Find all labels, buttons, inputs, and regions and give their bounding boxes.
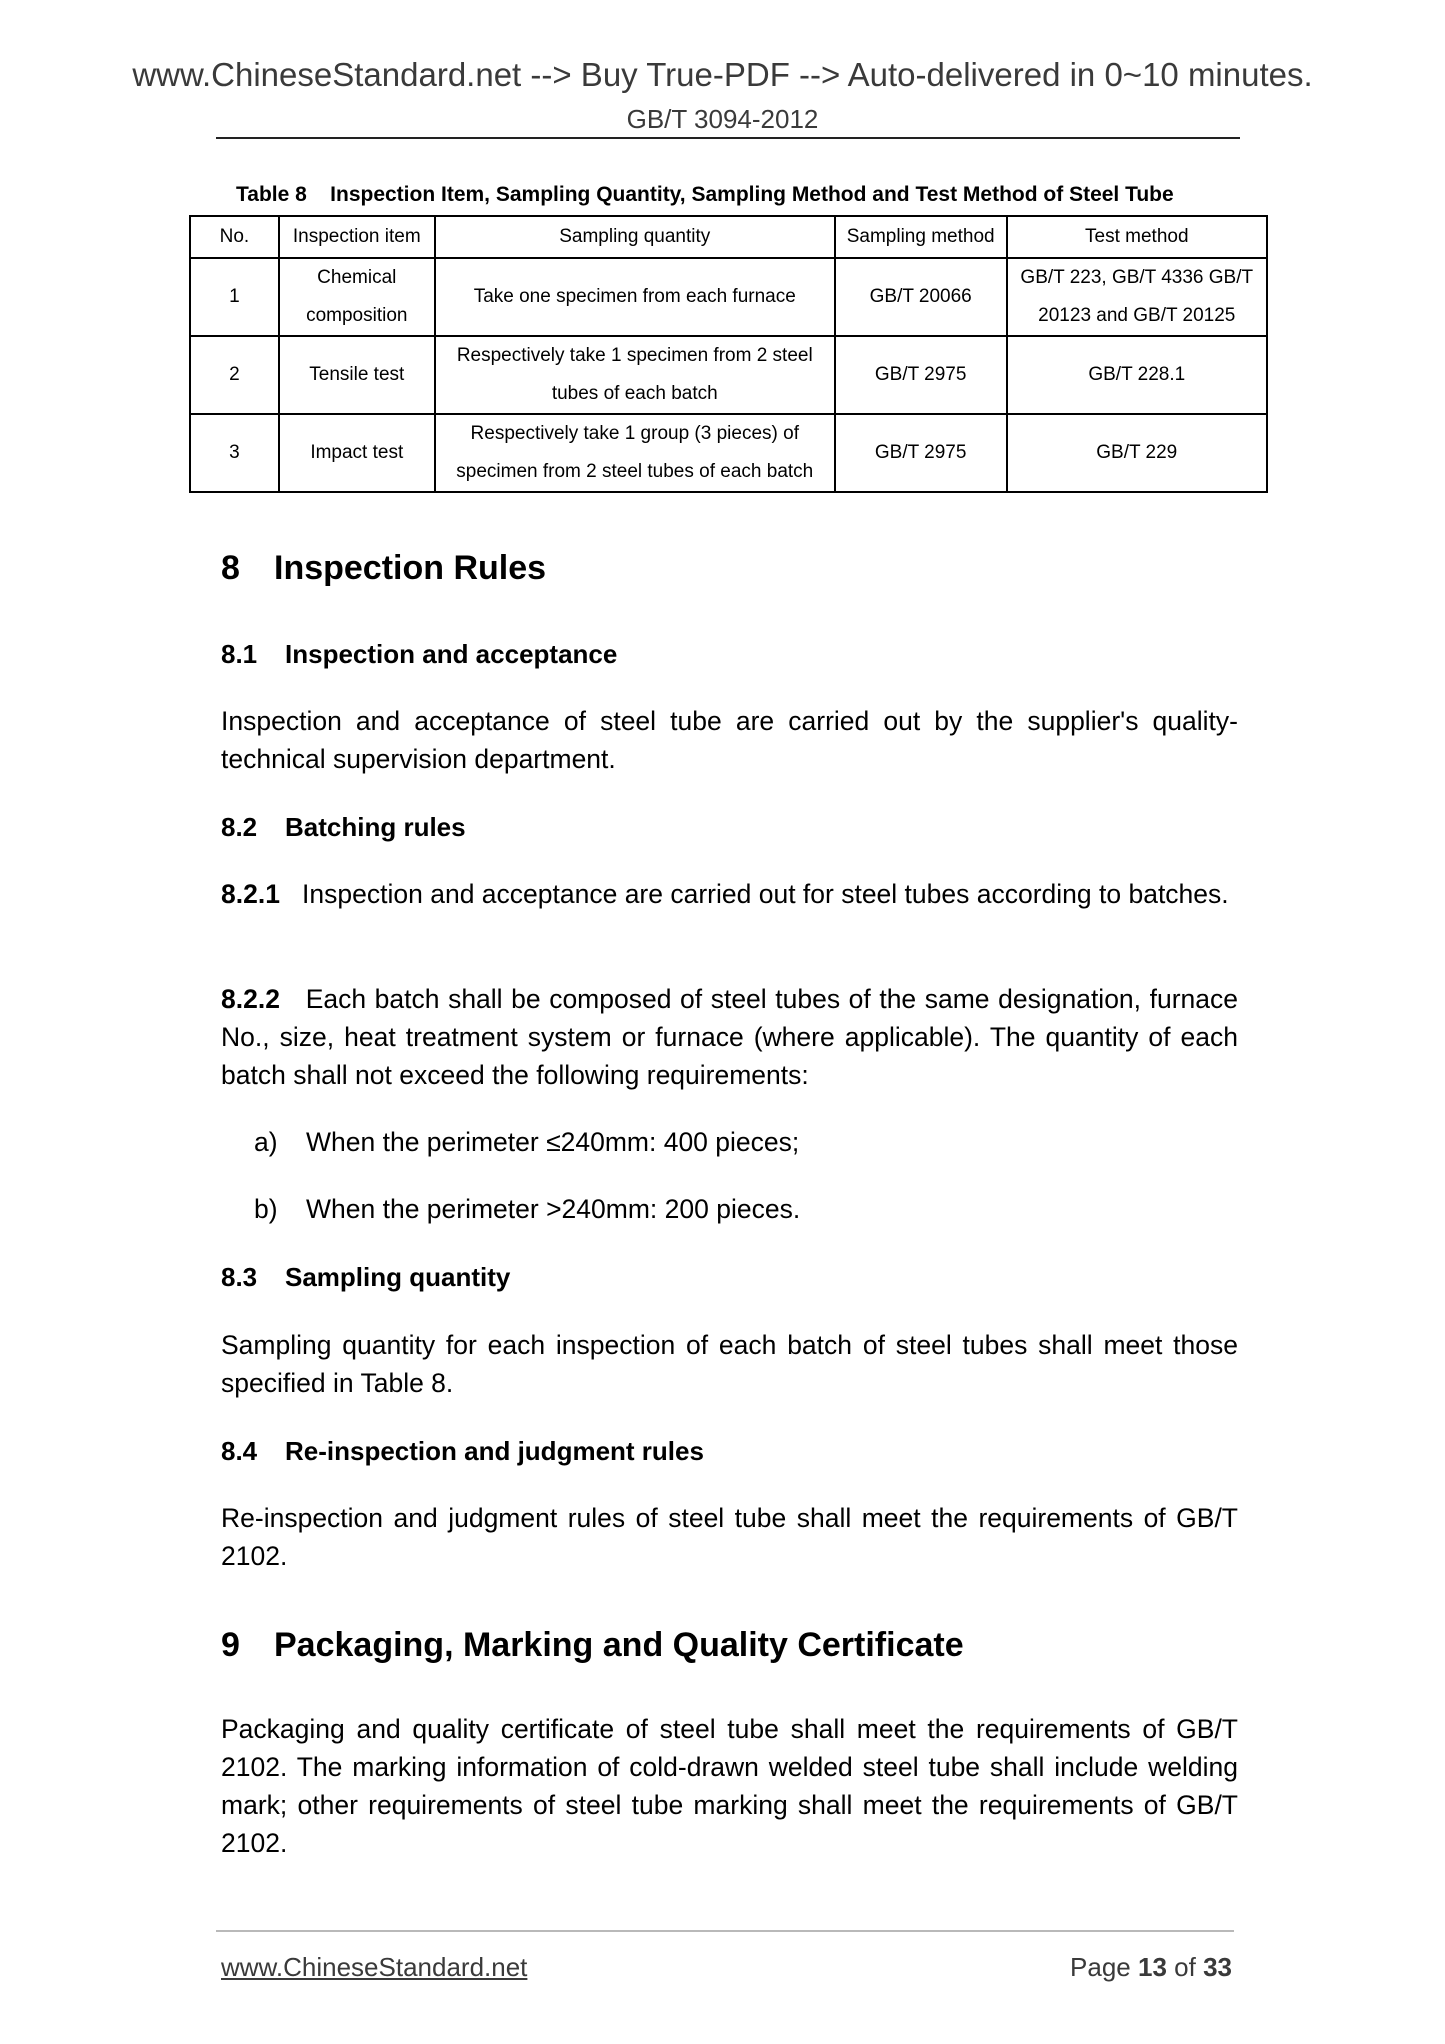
list-item <box>254 1127 799 1158</box>
col-header-sampling-method: Sampling method <box>835 216 1007 258</box>
page-current: 13 <box>1138 1952 1167 1982</box>
section-8-title: Inspection Rules <box>274 549 547 587</box>
section-8-number: 8 <box>221 549 240 587</box>
cell-sampling-quantity: Respectively take 1 specimen from 2 steel tubes of each batch <box>435 336 835 414</box>
clause-8-2-1-text: Inspection and acceptance are carried out for steel tubes according to batches. <box>302 879 1229 909</box>
section-8-4-number: 8.4 <box>221 1436 258 1466</box>
section-8-3-title: Sampling quantity <box>285 1262 511 1292</box>
table-caption-title: Inspection Item, Sampling Quantity, Sampling Method and Test Method of Steel Tube <box>330 183 1174 206</box>
header-banner: www.ChineseStandard.net --> Buy True-PDF --> Auto-delivered in 0~10 minutes. <box>132 56 1313 93</box>
cell-sampling-method: GB/T 20066 <box>835 258 1007 336</box>
clause-8-2-2-number: 8.2.2 <box>221 984 280 1014</box>
col-header-inspection-item: Inspection item <box>279 216 435 258</box>
footer-divider <box>216 1930 1234 1932</box>
cell-sampling-quantity: Respectively take 1 group (3 pieces) of specimen from 2 steel tubes of each batch <box>435 414 835 492</box>
footer-site-link[interactable]: www.ChineseStandard.net <box>221 1952 528 1982</box>
list-item <box>254 1194 800 1225</box>
section-8-heading <box>221 549 546 588</box>
cell-inspection-item: Tensile test <box>279 336 435 414</box>
section-8-1-title: Inspection and acceptance <box>285 639 618 669</box>
col-header-sampling-quantity: Sampling quantity <box>435 216 835 258</box>
page-total: 33 <box>1203 1952 1232 1982</box>
section-8-2-heading <box>221 812 466 843</box>
cell-inspection-item: Chemical composition <box>279 258 435 336</box>
section-8-1-text: Inspection and acceptance of steel tube are carried out by the supplier's quality-technical supervision department. <box>221 706 1238 774</box>
cell-no: 3 <box>190 414 279 492</box>
section-8-4-title: Re-inspection and judgment rules <box>285 1436 704 1466</box>
cell-sampling-method: GB/T 2975 <box>835 414 1007 492</box>
header-divider <box>216 137 1240 139</box>
page-number <box>1070 1952 1232 1983</box>
list-item-label: b) <box>254 1194 278 1224</box>
cell-no: 2 <box>190 336 279 414</box>
section-8-4-text: Re-inspection and judgment rules of steel tube shall meet the requirements of GB/T 2102. <box>221 1503 1238 1571</box>
list-item-text: When the perimeter ≤240mm: 400 pieces; <box>306 1127 800 1157</box>
table-caption-label: Table 8 <box>236 183 307 206</box>
table-header-row <box>190 216 1267 258</box>
cell-inspection-item: Impact test <box>279 414 435 492</box>
clause-8-2-2-text: Each batch shall be composed of steel tubes of the same designation, furnace No., size, heat treatment system or furnace (where applicable). The quantity of each batch shall not exceed the following requirements: <box>221 984 1238 1090</box>
section-9-title: Packaging, Marking and Quality Certificate <box>274 1626 964 1664</box>
section-8-1-number: 8.1 <box>221 639 258 669</box>
table-row <box>190 414 1267 492</box>
page-of: of <box>1174 1952 1196 1982</box>
section-8-4-heading <box>221 1436 704 1467</box>
cell-sampling-quantity: Take one specimen from each furnace <box>435 258 835 336</box>
cell-test-method: GB/T 228.1 <box>1007 336 1267 414</box>
cell-test-method: GB/T 229 <box>1007 414 1267 492</box>
page-word: Page <box>1070 1952 1131 1982</box>
section-8-2-title: Batching rules <box>285 812 466 842</box>
header-standard-id: GB/T 3094-2012 <box>626 104 819 134</box>
section-9-heading <box>221 1626 964 1665</box>
section-8-2-number: 8.2 <box>221 812 258 842</box>
table-row <box>190 336 1267 414</box>
col-header-no: No. <box>190 216 279 258</box>
table-caption <box>236 183 1174 207</box>
section-8-3-heading <box>221 1262 510 1293</box>
section-8-3-number: 8.3 <box>221 1262 258 1292</box>
section-9-number: 9 <box>221 1626 240 1664</box>
table-row <box>190 258 1267 336</box>
section-8-3-text: Sampling quantity for each inspection of each batch of steel tubes shall meet those specified in Table 8. <box>221 1330 1238 1398</box>
inspection-table <box>189 215 1268 493</box>
clause-8-2-1-number: 8.2.1 <box>221 879 280 909</box>
clause-8-2-2 <box>221 980 1238 1094</box>
section-9-text: Packaging and quality certificate of steel tube shall meet the requirements of GB/T 2102. The marking information of cold-drawn welded steel tube shall include welding mark; other requirements of steel tube marking shall meet the requirements of GB/T 2102. <box>221 1714 1238 1858</box>
cell-test-method: GB/T 223, GB/T 4336 GB/T 20123 and GB/T 20125 <box>1007 258 1267 336</box>
list-item-label: a) <box>254 1127 278 1157</box>
col-header-test-method: Test method <box>1007 216 1267 258</box>
cell-sampling-method: GB/T 2975 <box>835 336 1007 414</box>
section-8-1-heading <box>221 639 617 670</box>
cell-no: 1 <box>190 258 279 336</box>
list-item-text: When the perimeter >240mm: 200 pieces. <box>306 1194 801 1224</box>
clause-8-2-1 <box>221 875 1238 913</box>
